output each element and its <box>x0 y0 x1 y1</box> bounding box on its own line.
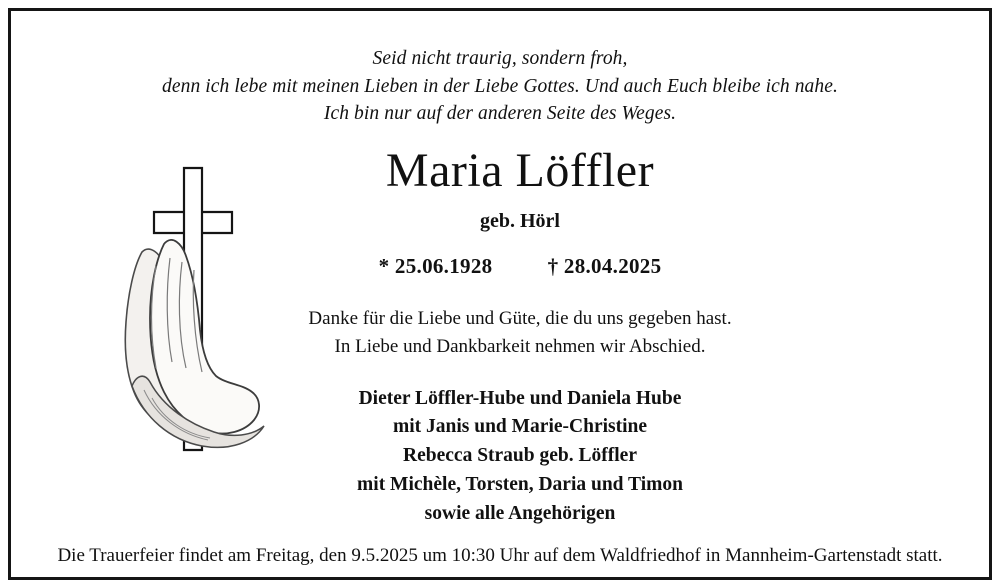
deceased-name: Maria Löffler <box>385 144 655 198</box>
verse-block <box>74 45 926 128</box>
family-line-3: Rebecca Straub geb. Löffler <box>403 445 637 467</box>
praying-hands-and-cross-icon <box>92 150 282 470</box>
maiden-name: geb. Hörl <box>480 210 560 233</box>
birth-date: * 25.06.1928 <box>378 254 493 279</box>
notice-border <box>8 8 992 580</box>
verse-line-1: Seid nicht traurig, sondern froh, <box>372 48 628 69</box>
notice-content <box>11 11 989 577</box>
thanks-line-1: Danke für die Liebe und Güte, die du uns gegeben hast. <box>308 308 732 330</box>
family-line-1: Dieter Löffler-Hube und Daniela Hube <box>358 387 682 409</box>
family-line-5: sowie alle Angehörigen <box>424 502 616 524</box>
family-line-2: mit Janis und Marie-Christine <box>392 416 648 438</box>
verse-line-2: denn ich lebe mit meinen Lieben in der Liebe Gottes. Und auch Euch bleibe ich nahe. <box>161 75 838 97</box>
funeral-details: Die Trauerfeier findet am Freitag, den 9.5.2025 um 10:30 Uhr auf dem Waldfriedhof in Mannheim-Gartenstadt statt. <box>57 544 943 566</box>
body-area <box>37 146 963 529</box>
death-date: † 28.04.2025 <box>547 254 662 279</box>
thanks-line-2: In Liebe und Dankbarkeit nehmen wir Abschied. <box>334 336 706 357</box>
verse-line-3: Ich bin nur auf der anderen Seite des Weges. <box>323 103 677 125</box>
family-line-4: mit Michèle, Torsten, Daria und Timon <box>357 474 683 496</box>
